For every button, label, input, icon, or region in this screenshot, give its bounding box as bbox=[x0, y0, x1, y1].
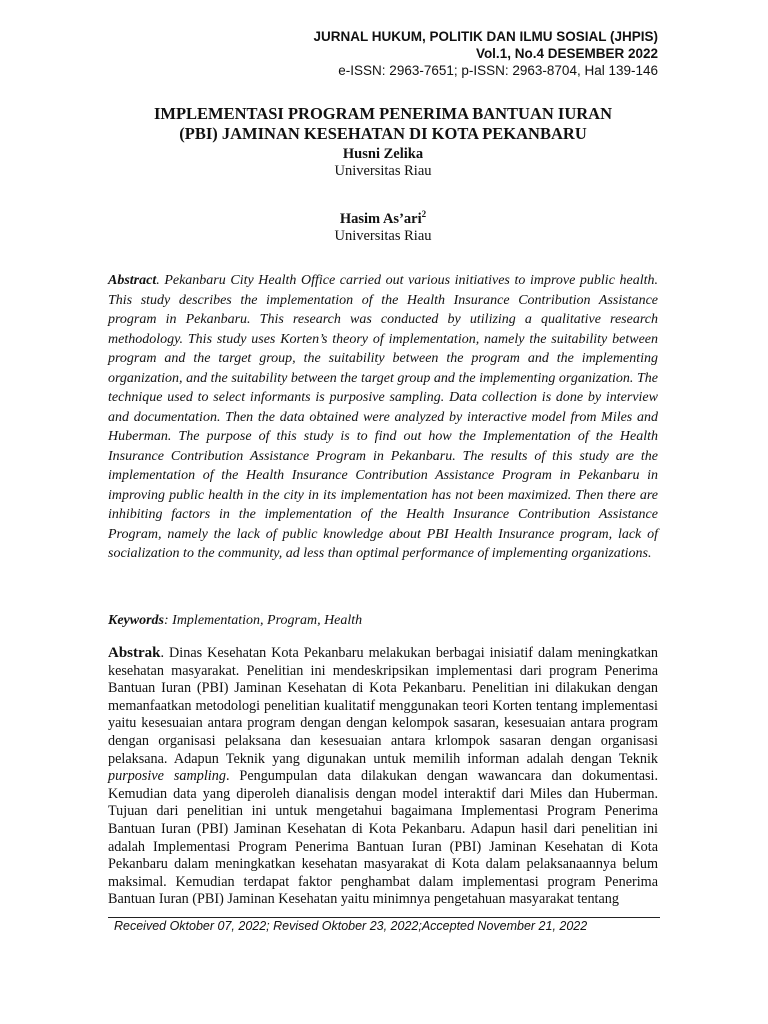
abstract-text: . Pekanbaru City Health Office carried out various initiatives to improve public health. This study describes the implementation of the Health Insurance Contribution Assistance program in Pekanbaru. This research was conducted by utilizing a qualitative research methodology. This study uses Korten’s theory of implementation, namely the suitability between program and the target group, the suitability between the program and the implementing organization, and the suitability between the target group and the implementing organization. The technique used to select informants is purposive sampling. Data collection is done by interview and documentation. Then the data obtained were analyzed by interactive model from Miles and Huberman. The purpose of this study is to find out how the Implementation of the Health Insurance Contribution Assistance Program in Pekanbaru. The results of this study are the implementation of the Health Insurance Contribution Assistance Program in Pekanbaru in improving public health in the city in its implementation has not been maximized. Then there are inhibiting factors in the implementation of the Health Insurance Contribution Assistance Program, namely the lack of public knowledge about PBI Health Insurance program, lack of socialization to the community, ad less than optimal performance of implementing organizations. bbox=[108, 273, 658, 561]
title-line-1: IMPLEMENTASI PROGRAM PENERIMA BANTUAN IURAN bbox=[153, 104, 613, 123]
abstract-indonesian bbox=[108, 645, 658, 909]
received-dates: Received Oktober 07, 2022; Revised Oktober 23, 2022;Accepted November 21, 2022 bbox=[114, 919, 588, 933]
journal-name: JURNAL HUKUM, POLITIK DAN ILMU SOSIAL (JHPIS) bbox=[313, 29, 658, 44]
keywords-label: Keywords bbox=[108, 613, 164, 628]
author-2 bbox=[108, 206, 658, 245]
author-1 bbox=[108, 146, 658, 180]
author-affiliation: Universitas Riau bbox=[334, 163, 432, 179]
author-superscript: 2 bbox=[421, 209, 427, 219]
author-name: Hasim As’ari$^2$ bbox=[339, 209, 427, 227]
abstrak-text-after: . Pengumpulan data dilakukan dengan wawancara dan dokumentasi. Kemudian data yang diperoleh dianalisis dengan model interaktif dari Miles dan Huberman. Tujuan dari penelitian ini untuk mengetahui bagaimana Implementasi Program Penerima Bantuan Iuran (PBI) Jaminan Kesehatan di Kota Pekanbaru. Adapun hasil dari penelitian ini adalah Implementasi Program Penerima Bantuan Iuran (PBI) Jaminan Kesehatan di Kota Pekanbaru dalam meningkatkan kesehatan masyarakat di Kota dalam pelaksanaannya belum maksimal. Kemudian terdapat faktor penghambat dalam implementasi program Penerima Bantuan Iuran (PBI) Jaminan Kesehatan yaitu minimnya pengetahuan masyarakat tentang bbox=[108, 768, 659, 908]
journal-header bbox=[313, 28, 658, 79]
keywords-text: : Implementation, Program, Health bbox=[164, 613, 363, 628]
author-name: Husni Zelika bbox=[342, 146, 424, 162]
abstract-english bbox=[108, 271, 658, 564]
abstrak-text-before: . Dinas Kesehatan Kota Pekanbaru melakukan berbagai inisiatif dalam meningkatkan kesehatan masyarakat. Penelitian ini mendeskripsikan implementasi dari program Penerima Bantuan Iuran (PBI) Jaminan Kesehatan di Kota Pekanbaru. Penelitian ini dilakukan dengan memanfaatkan metodologi penelitian kualitatif menggunakan teori Korten tentang implementasi yaitu kesesuaian antara program dengan dengan kelompok sasaran, kesesuaian antara program dengan organisasi pelaksana dan kesesuaian antara krlompok sasaran dengan organisasi pelaksana. Adapun Teknik yang digunakan untuk memilih informan adalah dengan Teknik bbox=[108, 645, 658, 767]
author-affiliation: Universitas Riau bbox=[334, 227, 432, 244]
paper-title bbox=[108, 104, 658, 144]
footer-divider bbox=[108, 917, 660, 918]
abstrak-label: Abstrak bbox=[108, 645, 161, 661]
keywords bbox=[108, 611, 658, 630]
title-line-2: (PBI) JAMINAN KESEHATAN DI KOTA PEKANBARU bbox=[179, 124, 587, 143]
journal-volume: Vol.1, No.4 DESEMBER 2022 bbox=[475, 46, 658, 61]
abstrak-italic-term: purposive sampling bbox=[108, 768, 226, 785]
journal-issn: e-ISSN: 2963-7651; p-ISSN: 2963-8704, Hal 139-146 bbox=[338, 63, 658, 78]
abstract-label: Abstract bbox=[108, 273, 157, 288]
